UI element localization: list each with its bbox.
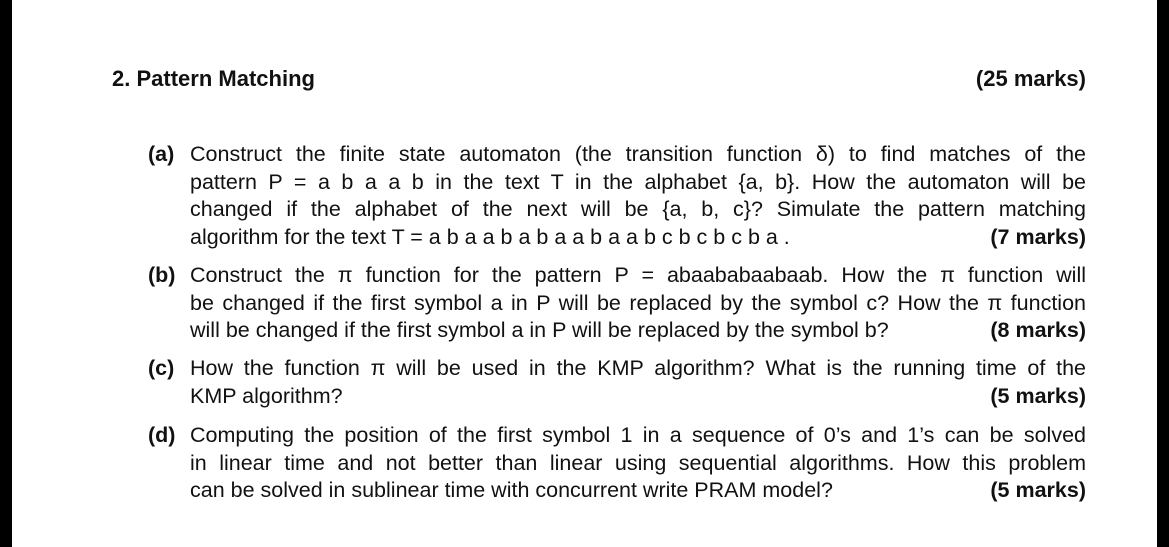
part-a-line-4 [190,224,1086,252]
part-b-line-1: Construct the π function for the pattern P = abaababaabaab. How the π function will [190,263,1086,287]
part-c-line-1: How the function π will be used in the KMP algorithm? What is the running time of the [190,356,1086,380]
part-d-label: (d) [148,423,176,447]
part-d-line-3 [190,477,1086,505]
part-a-line-2: pattern P = a b a a b in the text T in the alphabet {a, b}. How the automaton will be [190,169,1086,194]
part-b-line-3 [190,317,1086,345]
part-d-line-2: in linear time and not better than linear using sequential algorithms. How this problem [190,450,1086,475]
question-marks: (25 marks) [975,66,1086,91]
part-d-line-1: Computing the position of the first symbol 1 in a sequence of 0’s and 1’s can be solved [190,423,1086,447]
part-d [148,422,1086,505]
part-a-marks: (7 marks) [990,224,1086,249]
part-c-label: (c) [148,356,175,380]
document-page [12,0,1157,547]
part-a-label: (a) [148,142,175,166]
question-title: Pattern Matching [136,66,315,91]
part-a-line-4-text: algorithm for the text T = a b a a b a b a a b a a b c b c b c b a . [190,224,790,249]
part-b-label: (b) [148,263,176,287]
part-d-marks: (5 marks) [990,478,1086,503]
part-c [148,355,1086,410]
part-c-marks: (5 marks) [990,383,1086,408]
part-b-marks: (8 marks) [990,318,1086,343]
part-a-line-1: Construct the finite state automaton (the transition function δ) to find matches of the [190,142,1086,166]
part-b-line-2: be changed if the first symbol a in P will be replaced by the symbol c? How the π function [190,290,1086,315]
part-c-line-2 [190,383,1086,411]
part-b [148,262,1086,345]
question-number: 2. [112,66,131,91]
part-c-line-2-text: KMP algorithm? [190,383,343,408]
question-header [112,62,1086,96]
part-b-line-3-text: will be changed if the first symbol a in P will be replaced by the symbol b? [190,318,889,343]
part-a [148,141,1086,251]
part-d-line-3-text: can be solved in sublinear time with concurrent write PRAM model? [190,478,833,503]
part-a-line-3: changed if the alphabet of the next will be {a, b, c}? Simulate the pattern matching [190,197,1086,222]
